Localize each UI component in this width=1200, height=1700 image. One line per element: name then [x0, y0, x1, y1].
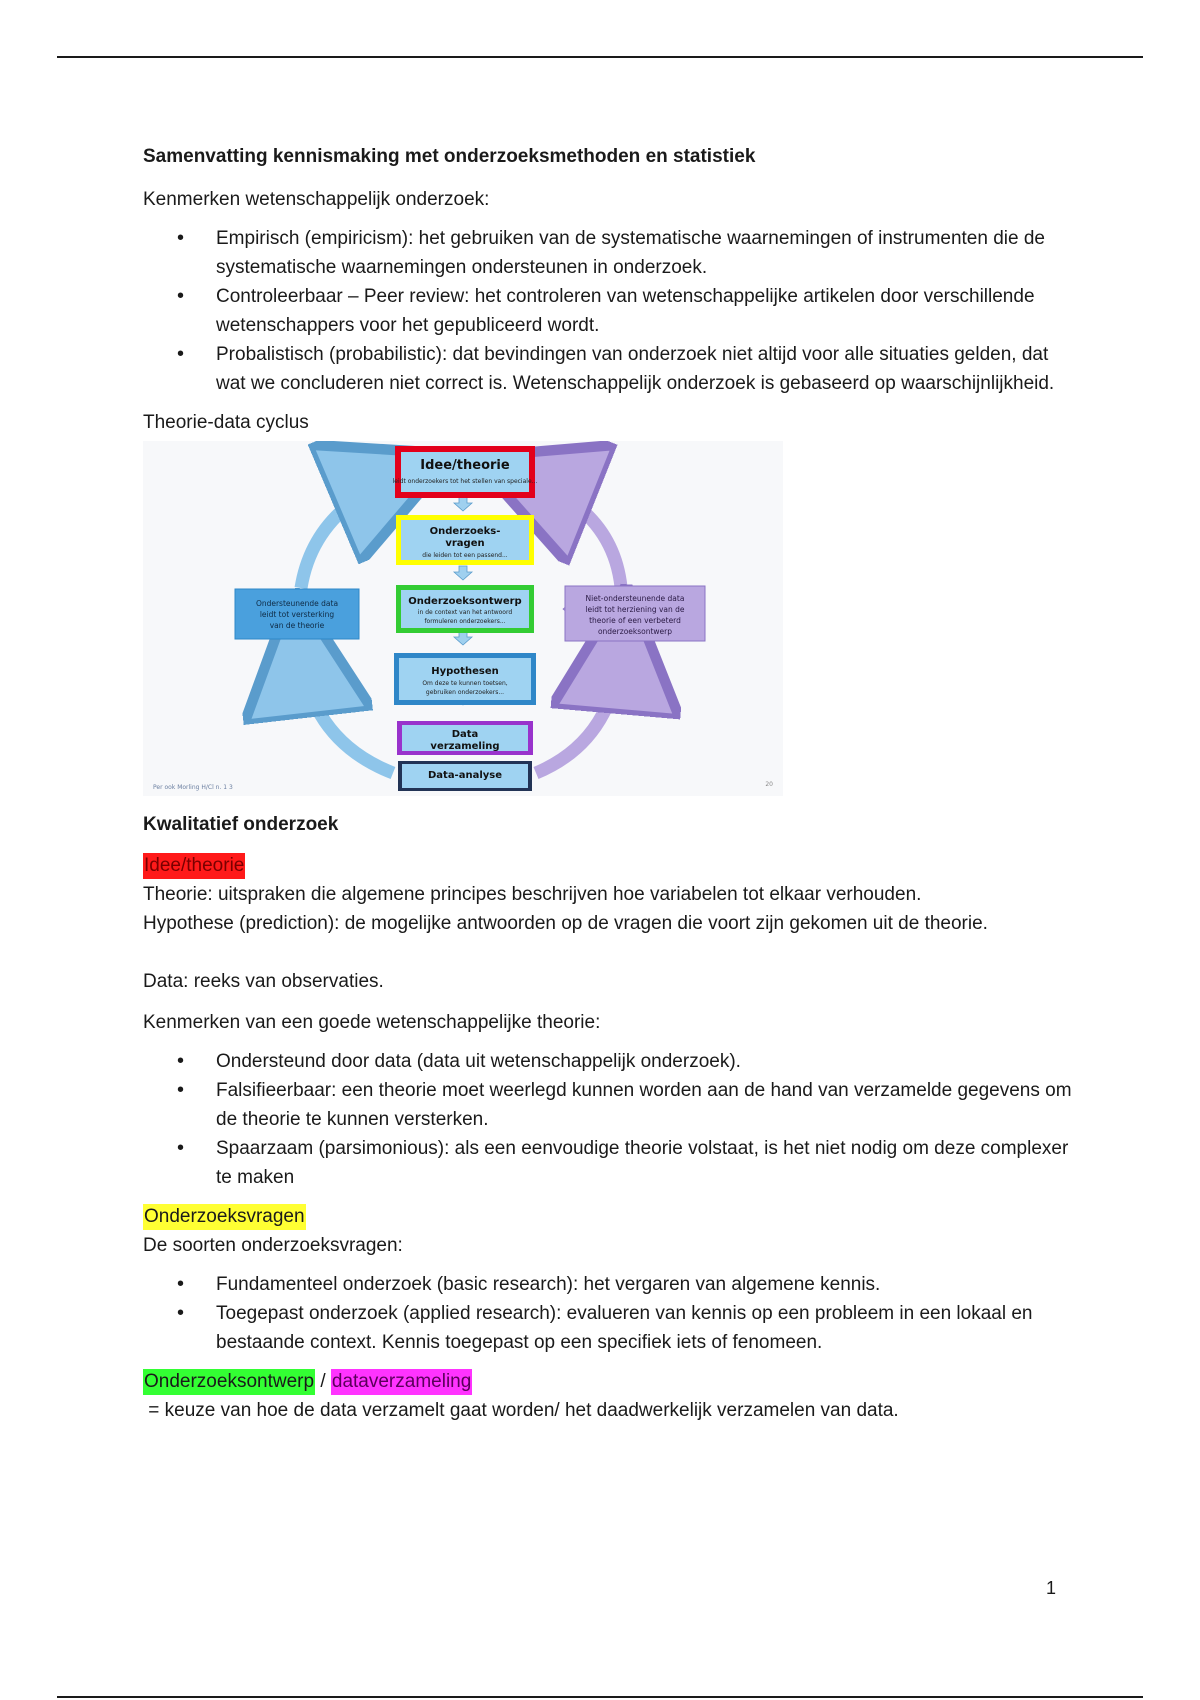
- right-line-2: leidt tot herziening van de: [585, 605, 685, 614]
- right-line-4: onderzoeksontwerp: [597, 627, 673, 636]
- cycle-diagram: [143, 441, 783, 796]
- footer-rule: [57, 1696, 1143, 1698]
- box-ondersteunende-data: [235, 589, 359, 639]
- tag-onderzoeksontwerp: Onderzoeksontwerp: [143, 1369, 315, 1395]
- hypothese-definition: Hypothese (prediction): de mogelijke antwoorden op de vragen die voort zijn gekomen uit de theorie.: [143, 913, 988, 934]
- box-onderzoeksontwerp: [396, 585, 534, 633]
- box-onderzoeksvragen: [396, 515, 534, 565]
- right-line-3: theorie of een verbeterd: [589, 616, 681, 625]
- cycle-label: Theorie-data cyclus: [143, 412, 309, 433]
- tag-separator: /: [315, 1371, 331, 1392]
- document-title: Samenvatting kennismaking met onderzoeksmethoden en statistiek: [143, 146, 756, 167]
- box-data-analyse: [398, 761, 532, 791]
- list-item: • Spaarzaam (parsimonious): als een eenvoudige theorie volstaat, is het niet nodig om deze complexer te maken: [143, 1134, 1073, 1192]
- header-rule: [57, 56, 1143, 58]
- right-lower-arc: [536, 649, 621, 773]
- box-hypothesen: [394, 653, 536, 705]
- section-kwalitatief: Kwalitatief onderzoek: [143, 814, 339, 835]
- box-idee-theorie: [393, 446, 538, 498]
- left-line-1: Ondersteunende data: [255, 599, 339, 608]
- box6-title: Data-analyse: [427, 770, 503, 781]
- box4-title: Hypothesen: [431, 666, 499, 677]
- box4-sub: Om deze te kunnen toetsen,: [422, 680, 508, 687]
- box3-title: Onderzoeksontwerp: [408, 596, 522, 607]
- figure-source: Per ook Morling H/Cl n. 1 3: [153, 784, 233, 791]
- box5-title: Data: [451, 729, 479, 740]
- box4-sub2: gebruiken onderzoekers...: [425, 689, 505, 696]
- right-line-1: Niet-ondersteunende data: [585, 594, 685, 603]
- left-line-2: leidt tot versterking: [259, 610, 335, 619]
- tag-dataverzameling: dataverzameling: [331, 1369, 472, 1395]
- theorie-data-cyclus-figure: [143, 441, 783, 796]
- left-line-3: van de theorie: [269, 621, 325, 630]
- list-item: • Controleerbaar – Peer review: het controleren van wetenschappelijke artikelen door verschillende wetenschappers voor het gepubliceerd wordt.: [143, 282, 1073, 340]
- left-upper-arc: [301, 479, 393, 588]
- box5-title2: verzameling: [430, 741, 500, 752]
- page-number: 1: [1046, 1578, 1057, 1598]
- box3-sub: in de context van het antwoord: [417, 609, 513, 616]
- list-item: • Fundamenteel onderzoek (basic research): het vergaren van algemene kennis.: [143, 1270, 1073, 1299]
- box2-sub: die leiden tot een passend...: [422, 552, 508, 559]
- soorten-list: [143, 1270, 1073, 1357]
- tag-onderzoeksvragen: Onderzoeksvragen: [143, 1204, 306, 1230]
- box3-sub2: formuleren onderzoekers...: [424, 618, 506, 625]
- kenmerken-list: [143, 224, 1073, 398]
- goede-theorie-list: [143, 1047, 1073, 1192]
- tag-idee-theorie: Idee/theorie: [143, 853, 245, 879]
- goede-theorie-intro: Kenmerken van een goede wetenschappelijke theorie:: [143, 1012, 601, 1033]
- box1-sub: leidt onderzoekers tot het stellen van speciale...: [392, 478, 538, 485]
- data-definition: Data: reeks van observaties.: [143, 971, 384, 992]
- right-upper-arc: [533, 481, 621, 587]
- box1-title: Idee/theorie: [420, 458, 510, 473]
- box-niet-ondersteunende-data: [565, 586, 705, 641]
- box-dataverzameling: [397, 721, 533, 755]
- list-item: • Falsifieerbaar: een theorie moet weerlegd kunnen worden aan de hand van verzamelde gegevens om de theorie te kunnen versterken.: [143, 1076, 1073, 1134]
- box2-title2: vragen: [445, 538, 485, 549]
- list-item: • Probalistisch (probabilistic): dat bevindingen van onderzoek niet altijd voor alle situaties gelden, dat wat we concluderen niet correct is. Wetenschappelijk onderzoek is gebaseerd op waarschijnlijkheid.: [143, 340, 1073, 398]
- left-lower-arc: [301, 653, 393, 773]
- document-body: [143, 142, 1073, 1425]
- list-item: • Empirisch (empiricism): het gebruiken van de systematische waarnemingen of instrumenten die de systematische waarnemingen ondersteunen in onderzoek.: [143, 224, 1073, 282]
- intro-text: Kenmerken wetenschappelijk onderzoek:: [143, 189, 490, 210]
- theorie-definition: Theorie: uitspraken die algemene principes beschrijven hoe variabelen tot elkaar verhouden.: [143, 884, 922, 905]
- soorten-intro: De soorten onderzoeksvragen:: [143, 1235, 403, 1256]
- list-item: • Ondersteund door data (data uit wetenschappelijk onderzoek).: [143, 1047, 1073, 1076]
- keuze-definition: = keuze van hoe de data verzamelt gaat worden/ het daadwerkelijk verzamelen van data.: [143, 1400, 899, 1421]
- box2-title: Onderzoeks-: [429, 526, 501, 537]
- slide-number: 20: [765, 781, 773, 788]
- list-item: • Toegepast onderzoek (applied research): evalueren van kennis op een probleem in een lokaal en bestaande context. Kennis toegepast op een specifiek iets of fenomeen.: [143, 1299, 1073, 1357]
